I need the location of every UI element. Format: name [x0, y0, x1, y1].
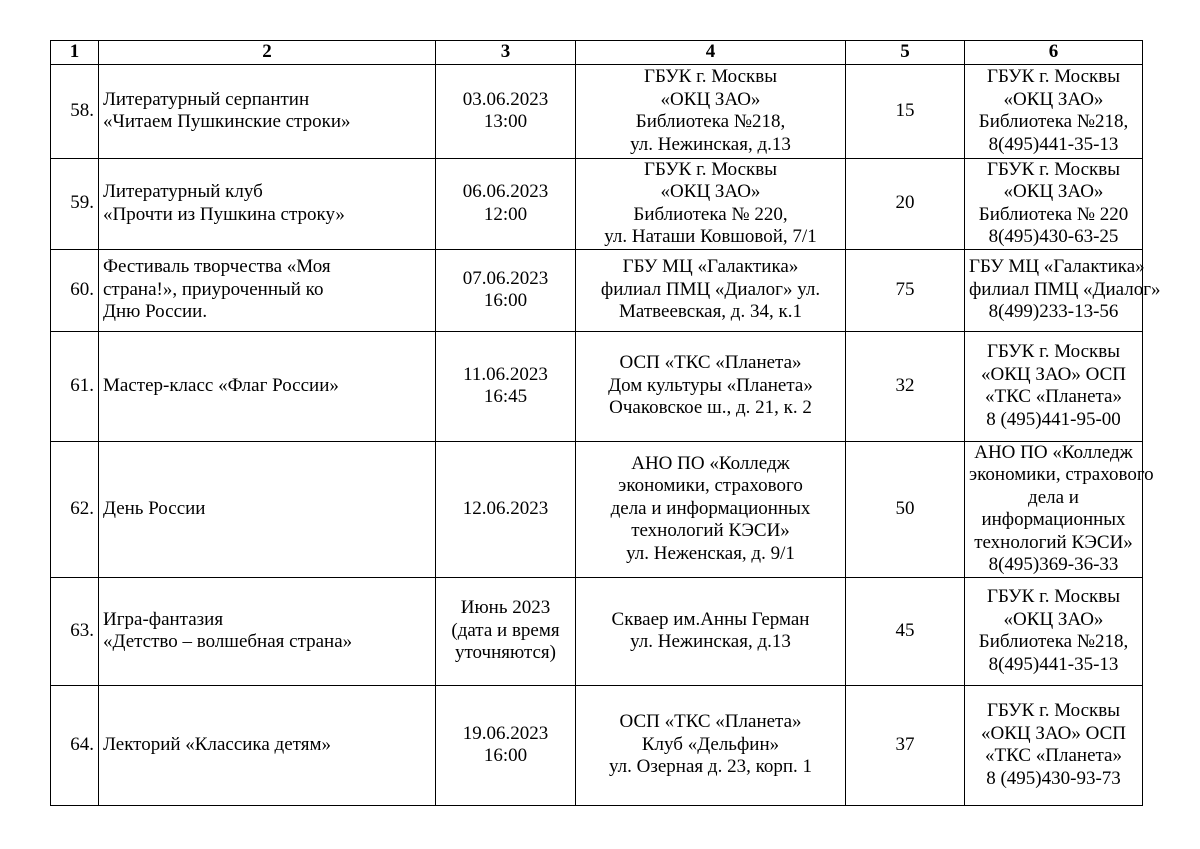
event-name-line: Мастер-класс «Флаг России»	[103, 374, 339, 396]
table-row	[51, 685, 1143, 805]
event-place-line: ОСП «ТКС «Планета»	[619, 711, 802, 733]
event-name-line: «Читаем Пушкинские строки»	[103, 111, 351, 132]
organizer-contact-line: 8(495)441-35-13	[988, 133, 1119, 155]
event-name	[99, 685, 436, 805]
participant-count: 15	[846, 64, 965, 158]
event-name	[99, 64, 436, 158]
event-datetime	[436, 64, 576, 158]
event-datetime-line: 13:00	[483, 111, 528, 132]
event-name-line: Дню России.	[103, 301, 208, 323]
table-row	[51, 64, 1143, 158]
organizer-contact-line: «ОКЦ ЗАО»	[1003, 181, 1104, 202]
row-number: 59.	[51, 158, 99, 249]
organizer-contact-line: технологий КЭСИ»	[974, 531, 1133, 553]
participant-count: 75	[846, 249, 965, 331]
event-datetime	[436, 441, 576, 577]
row-number: 60.	[51, 249, 99, 331]
event-place-line: Матвеевская, д. 34, к.1	[619, 301, 802, 323]
organizer-contact	[965, 64, 1143, 158]
event-name-line: Литературный клуб	[103, 181, 263, 202]
event-datetime-line: 16:00	[483, 745, 528, 766]
event-place	[576, 158, 846, 249]
organizer-contact	[965, 249, 1161, 331]
event-place-line: «ОКЦ ЗАО»	[660, 181, 761, 202]
organizer-contact-line: 8(495)430-63-25	[988, 226, 1119, 247]
organizer-contact-line: «ОКЦ ЗАО» ОСП	[981, 363, 1126, 385]
event-datetime-line: 03.06.2023	[462, 88, 549, 110]
row-number: 64.	[51, 685, 99, 805]
event-name-line: Лекторий «Классика детям»	[103, 733, 331, 755]
table-row	[51, 441, 1143, 577]
event-datetime	[436, 577, 576, 685]
organizer-contact-line: ГБУ МЦ «Галактика»	[969, 256, 1145, 278]
header-col-1: 1	[51, 41, 99, 65]
event-place	[576, 441, 846, 577]
event-datetime	[436, 685, 576, 805]
event-name-line: «Прочти из Пушкина строку»	[103, 203, 345, 225]
organizer-contact-line: ГБУК г. Москвы	[986, 66, 1121, 87]
organizer-contact	[965, 577, 1143, 685]
row-number: 62.	[51, 441, 99, 577]
organizer-contact-line: информационных	[981, 509, 1126, 530]
event-name-line: страна!», приуроченный ко	[103, 278, 324, 300]
event-place-line: ГБУК г. Москвы	[643, 66, 778, 87]
organizer-contact	[965, 685, 1143, 805]
organizer-contact	[965, 441, 1154, 577]
event-name-line: «Детство – волшебная страна»	[103, 631, 353, 652]
organizer-contact-line: АНО ПО «Колледж	[974, 441, 1133, 463]
row-number: 58.	[51, 64, 99, 158]
event-place-line: ОСП «ТКС «Планета»	[619, 352, 802, 374]
organizer-contact	[965, 331, 1143, 441]
event-datetime	[436, 158, 576, 249]
organizer-contact-line: Библиотека №218,	[978, 631, 1129, 652]
event-datetime	[436, 331, 576, 441]
organizer-contact-line: «ТКС «Планета»	[985, 745, 1122, 766]
organizer-contact-line: ГБУК г. Москвы	[986, 158, 1121, 180]
organizer-contact-line: экономики, страхового	[969, 464, 1154, 485]
event-place-line: ул. Наташи Ковшовой, 7/1	[604, 226, 817, 247]
table-header-row	[51, 41, 1143, 65]
event-datetime-line: (дата и время	[451, 619, 560, 641]
event-name	[99, 249, 436, 331]
table-row	[51, 158, 1143, 249]
organizer-contact-line: 8(495)441-35-13	[988, 653, 1119, 675]
organizer-contact-line: 8(499)233-13-56	[988, 301, 1119, 323]
organizer-contact-line: филиал ПМЦ «Диалог»	[969, 278, 1161, 300]
event-place-line: филиал ПМЦ «Диалог» ул.	[600, 278, 821, 300]
event-place-line: Библиотека №218,	[635, 111, 786, 132]
event-place-line: ГБУК г. Москвы	[643, 158, 778, 180]
event-name	[99, 331, 436, 441]
event-datetime-line: 16:00	[483, 290, 528, 311]
event-name	[99, 577, 436, 685]
event-name-line: День России	[103, 497, 206, 519]
event-datetime-line: 12:00	[483, 203, 528, 225]
event-place-line: Дом культуры «Планета»	[608, 374, 813, 396]
event-place-line: АНО ПО «Колледж	[631, 452, 790, 474]
event-datetime-line: 07.06.2023	[462, 267, 549, 289]
event-place-line: Скваер им.Анны Герман	[611, 608, 810, 630]
organizer-contact-line: «ОКЦ ЗАО»	[1003, 88, 1104, 110]
event-datetime	[436, 249, 576, 331]
event-datetime-line: 16:45	[483, 386, 528, 407]
organizer-contact	[965, 158, 1143, 249]
header-col-6: 6	[965, 41, 1143, 65]
participant-count: 20	[846, 158, 965, 249]
event-datetime-line: 19.06.2023	[462, 722, 549, 744]
organizer-contact-line: Библиотека №218,	[978, 111, 1129, 132]
row-number: 61.	[51, 331, 99, 441]
event-place-line: ГБУ МЦ «Галактика»	[622, 256, 799, 278]
event-datetime-line: 12.06.2023	[462, 497, 549, 519]
organizer-contact-line: ГБУК г. Москвы	[986, 700, 1121, 721]
event-name-line: Литературный серпантин	[103, 88, 310, 110]
event-place-line: Очаковское ш., д. 21, к. 2	[609, 397, 812, 419]
table-row	[51, 249, 1143, 331]
event-place-line: ул. Неженская, д. 9/1	[626, 542, 795, 564]
event-place-line: ул. Нежинская, д.13	[630, 631, 791, 652]
participant-count: 37	[846, 685, 965, 805]
event-place	[576, 64, 846, 158]
event-name-line: Фестиваль творчества «Моя	[103, 256, 331, 278]
event-place-line: ул. Озерная д. 23, корп. 1	[609, 756, 812, 778]
organizer-contact-line: ГБУК г. Москвы	[986, 341, 1121, 362]
organizer-contact-line: 8 (495)441-95-00	[986, 408, 1121, 430]
organizer-contact-line: дела и	[1028, 486, 1079, 508]
event-place-line: Библиотека № 220,	[633, 203, 788, 225]
event-name	[99, 158, 436, 249]
row-number: 63.	[51, 577, 99, 685]
organizer-contact-line: ГБУК г. Москвы	[986, 586, 1121, 607]
table-body	[51, 64, 1161, 805]
event-place	[576, 331, 846, 441]
organizer-contact-line: «ТКС «Планета»	[985, 386, 1122, 407]
event-place-line: технологий КЭСИ»	[631, 520, 790, 542]
event-place	[576, 577, 846, 685]
organizer-contact-line: 8(495)369-36-33	[988, 554, 1119, 575]
participant-count: 45	[846, 577, 965, 685]
event-datetime-line: Июнь 2023	[460, 597, 551, 619]
event-name	[99, 441, 436, 577]
event-place	[576, 249, 846, 331]
organizer-contact-line: 8 (495)430-93-73	[986, 767, 1121, 789]
organizer-contact-line: «ОКЦ ЗАО»	[1003, 608, 1104, 630]
table-row	[51, 577, 1143, 685]
participant-count: 32	[846, 331, 965, 441]
event-name-line: Игра-фантазия	[103, 608, 224, 630]
header-col-2: 2	[99, 41, 436, 65]
event-place-line: ул. Нежинская, д.13	[630, 133, 791, 155]
header-col-4: 4	[576, 41, 846, 65]
event-datetime-line: уточняются)	[454, 642, 556, 664]
event-place-line: Клуб «Дельфин»	[641, 733, 780, 755]
header-col-5: 5	[846, 41, 965, 65]
event-place-line: дела и информационных	[610, 497, 811, 519]
event-datetime-line: 11.06.2023	[463, 363, 548, 385]
organizer-contact-line: «ОКЦ ЗАО» ОСП	[981, 722, 1126, 744]
organizer-contact-line: Библиотека № 220	[978, 203, 1129, 225]
events-table	[50, 40, 1161, 806]
event-place-line: экономики, страхового	[618, 475, 803, 497]
event-place	[576, 685, 846, 805]
participant-count: 50	[846, 441, 965, 577]
event-place-line: «ОКЦ ЗАО»	[660, 88, 761, 110]
event-datetime-line: 06.06.2023	[462, 181, 549, 202]
header-col-3: 3	[436, 41, 576, 65]
table-row	[51, 331, 1143, 441]
